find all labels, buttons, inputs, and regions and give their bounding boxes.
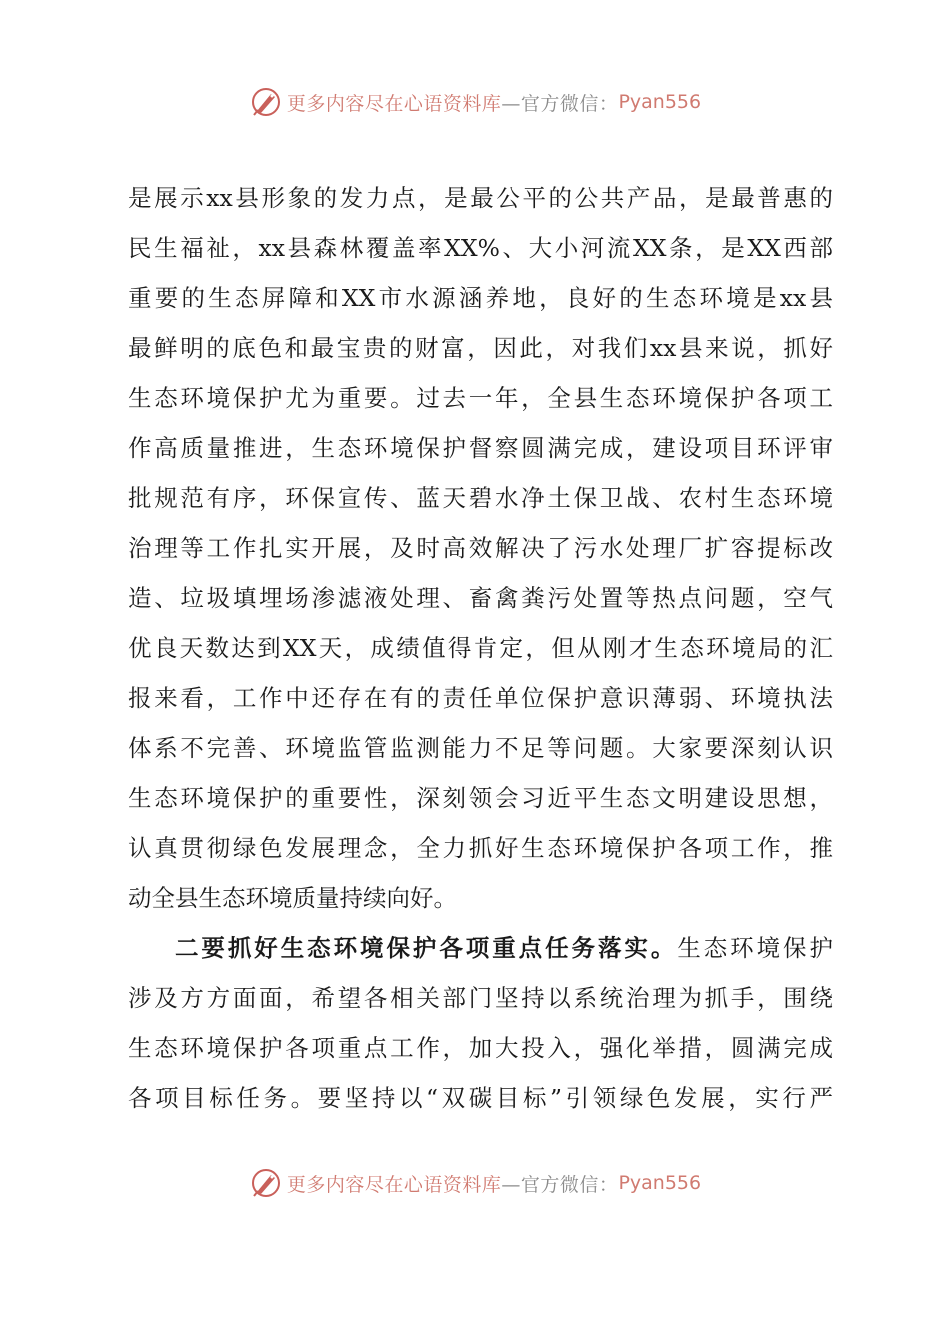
header-banner xyxy=(0,82,950,122)
footer-brand: 更多内容尽在心语资料库 xyxy=(286,1173,502,1196)
document-body xyxy=(128,173,833,1123)
header-wechat-id: Pyan556 xyxy=(618,91,702,113)
footer-banner xyxy=(0,1163,950,1203)
paragraph-line: 优良天数达到XX天，成绩值得肯定，但从刚才生态环境局的汇 xyxy=(128,634,833,662)
paragraph-line: 民生福祉，xx县森林覆盖率XX%、大小河流XX条，是XX西部 xyxy=(128,234,833,262)
paragraph-line: 动全县生态环境质量持续向好。 xyxy=(128,884,457,912)
footer-wechat-id: Pyan556 xyxy=(618,1172,702,1194)
paragraph-line: 认真贯彻绿色发展理念，全力抓好生态环境保护各项工作，推 xyxy=(128,834,833,862)
section-heading-rest: 生态环境保护 xyxy=(677,934,833,962)
header-brand: 更多内容尽在心语资料库 xyxy=(286,92,502,115)
pen-logo-icon xyxy=(249,1166,283,1200)
paragraph-line: 重要的生态屏障和XX市水源涵养地，良好的生态环境是xx县 xyxy=(128,284,833,312)
paragraph-line: 生态环境保护的重要性，深刻领会习近平生态文明建设思想， xyxy=(128,784,833,812)
paragraph-line: 是展示xx县形象的发力点，是最公平的公共产品，是最普惠的 xyxy=(128,184,833,212)
header-label: —官方微信： xyxy=(501,92,619,115)
paragraph-line: 造、垃圾填埋场渗滤液处理、畜禽粪污处置等热点问题，空气 xyxy=(128,584,833,612)
paragraph-line: 各项目标任务。要坚持以“双碳目标”引领绿色发展，实行严 xyxy=(128,1084,833,1112)
footer-label: —官方微信： xyxy=(501,1173,619,1196)
section-heading: 二要抓好生态环境保护各项重点任务落实。 xyxy=(175,934,678,962)
paragraph-line: 生态环境保护尤为重要。过去一年，全县生态环境保护各项工 xyxy=(128,384,833,412)
paragraph-line: 报来看，工作中还存在有的责任单位保护意识薄弱、环境执法 xyxy=(128,684,833,712)
paragraph-line: 批规范有序，环保宣传、蓝天碧水净土保卫战、农村生态环境 xyxy=(128,484,833,512)
paragraph-line: 最鲜明的底色和最宝贵的财富，因此，对我们xx县来说，抓好 xyxy=(128,334,833,362)
paragraph-line: 体系不完善、环境监管监测能力不足等问题。大家要深刻认识 xyxy=(128,734,833,762)
pen-logo-icon xyxy=(249,85,283,119)
section-heading-line xyxy=(128,923,833,973)
paragraph-line: 涉及方方面面，希望各相关部门坚持以系统治理为抓手，围绕 xyxy=(128,984,833,1012)
paragraph-line: 治理等工作扎实开展，及时高效解决了污水处理厂扩容提标改 xyxy=(128,534,833,562)
paragraph-line: 生态环境保护各项重点工作，加大投入，强化举措，圆满完成 xyxy=(128,1034,833,1062)
paragraph-line: 作高质量推进，生态环境保护督察圆满完成，建设项目环评审 xyxy=(128,434,833,462)
